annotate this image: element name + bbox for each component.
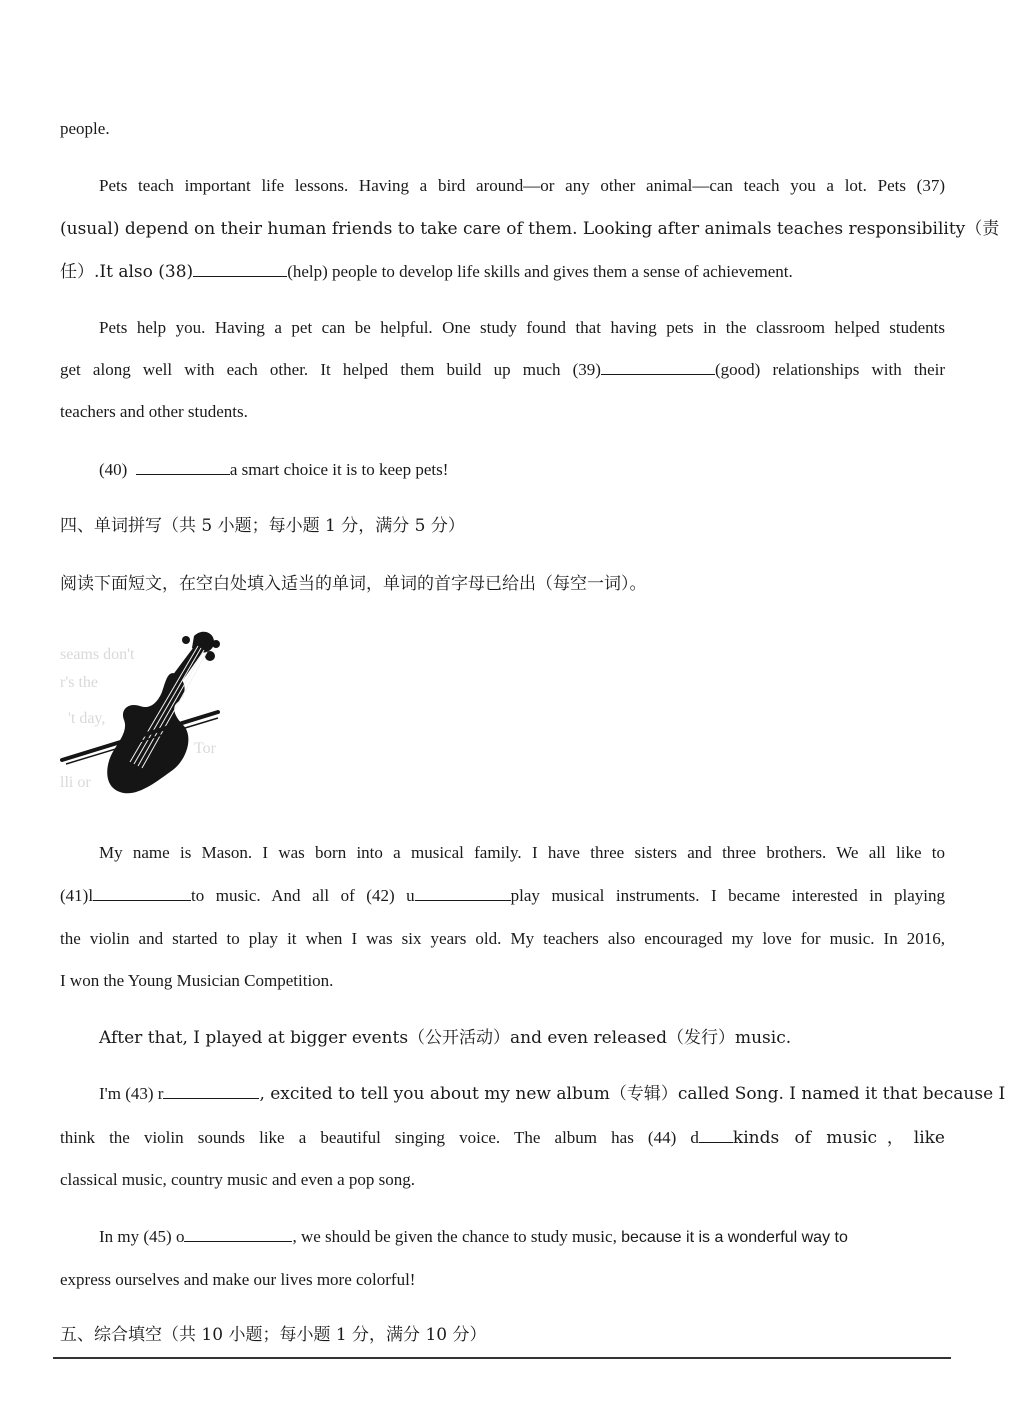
para-album-line-2-end: kinds of music，like — [732, 1128, 945, 1148]
para-opinion-line-1 — [99, 1225, 945, 1250]
violin-image — [58, 622, 228, 802]
blank-42[interactable] — [415, 884, 511, 901]
para-help-line-2 — [60, 358, 945, 382]
blank-41[interactable] — [93, 884, 191, 901]
image-ghost-text-3: 't day, — [68, 710, 106, 727]
question-40-text: a smart choice it is to keep pets! — [229, 460, 449, 479]
para-lessons-line-2-text: (usual) depend on their human friends to take care of them. Looking after animals teaches responsibility（责 — [60, 219, 1000, 239]
image-ghost-text-4: Tor — [194, 740, 216, 757]
para-album-line-1-start: I'm (43) r — [99, 1084, 164, 1103]
image-ghost-text-5: lli or — [60, 774, 91, 791]
para-after-line-1: After that, I played at bigger events（公开活动）and even released（发行）music. — [99, 1028, 792, 1048]
para-help-line-3: teachers and other students. — [60, 402, 248, 421]
para-mason-line-2-mid: to music. And all of (42) u — [191, 886, 415, 905]
para-mason-line-2-end: play musical instruments. I became interested in playing — [510, 886, 945, 905]
para-mason-line-4: I won the Young Musician Competition. — [60, 971, 334, 990]
violin-icon — [58, 622, 228, 802]
section-5-heading: 五、综合填空（共 10 小题；每小题 1 分，满分 10 分） — [60, 1325, 487, 1345]
blank-44[interactable] — [699, 1126, 733, 1143]
question-40-number: (40) — [99, 460, 128, 479]
para-opinion-line-1-end: because it is a wonderful way to — [621, 1229, 848, 1246]
para-opinion-line-2: express ourselves and make our lives more colorful! — [60, 1270, 416, 1289]
section-4-instruction: 阅读下面短文，在空白处填入适当的单词，单词的首字母已给出（每空一词）。 — [60, 574, 647, 594]
para-opinion-line-1-start: In my (45) o — [99, 1227, 185, 1246]
para-lessons-line-3-start: 任）.It also (38) — [60, 262, 194, 282]
para-mason-line-2 — [60, 884, 945, 908]
para-album-line-3: classical music, country music and even a pop song. — [60, 1170, 416, 1189]
image-ghost-text-1: seams don't — [60, 646, 135, 663]
para-mason-line-2-start: (41)l — [60, 886, 94, 905]
blank-40[interactable] — [136, 458, 230, 475]
blank-45[interactable] — [184, 1225, 292, 1242]
para-help-line-2-start: get along well with each other. It helped them build up much (39) — [60, 360, 601, 379]
blank-39[interactable] — [601, 358, 715, 375]
top-fragment: people. — [60, 119, 110, 138]
para-mason-line-3: the violin and started to play it when I was six years old. My teachers also encouraged my love for music. In 2016, — [60, 929, 945, 948]
para-opinion-line-1-mid: , we should be given the chance to study music, — [292, 1227, 617, 1246]
para-help-line-2-end: (good) relationships with their — [714, 360, 945, 379]
para-lessons-line-3-end: (help) people to develop life skills and gives them a sense of achievement. — [287, 262, 793, 281]
image-ghost-text-2: r's the — [60, 674, 98, 691]
section-4-heading: 四、单词拼写（共 5 小题；每小题 1 分，满分 5 分） — [60, 516, 465, 536]
blank-38[interactable] — [193, 260, 287, 277]
bottom-divider — [53, 1357, 951, 1359]
para-help-line-1: Pets help you. Having a pet can be helpful. One study found that having pets in the classroom helped students — [99, 318, 945, 337]
para-lessons-line-3 — [60, 260, 945, 284]
question-40 — [99, 458, 945, 482]
para-album-line-2 — [60, 1126, 945, 1150]
blank-43[interactable] — [163, 1082, 259, 1099]
para-album-line-2-start: think the violin sounds like a beautiful singing voice. The album has (44) d — [60, 1128, 699, 1147]
para-mason-line-1: My name is Mason. I was born into a musical family. I have three sisters and three brothers. We all like to — [99, 843, 945, 862]
para-album-line-1 — [99, 1082, 1006, 1106]
para-lessons-line-1: Pets teach important life lessons. Having a bird around—or any other animal—can teach you a lot. Pets (37) — [99, 176, 945, 195]
para-album-line-1-end: , excited to tell you about my new album（专辑）called Song. I named it that because I — [259, 1084, 1006, 1104]
para-lessons-line-2 — [60, 217, 1000, 241]
